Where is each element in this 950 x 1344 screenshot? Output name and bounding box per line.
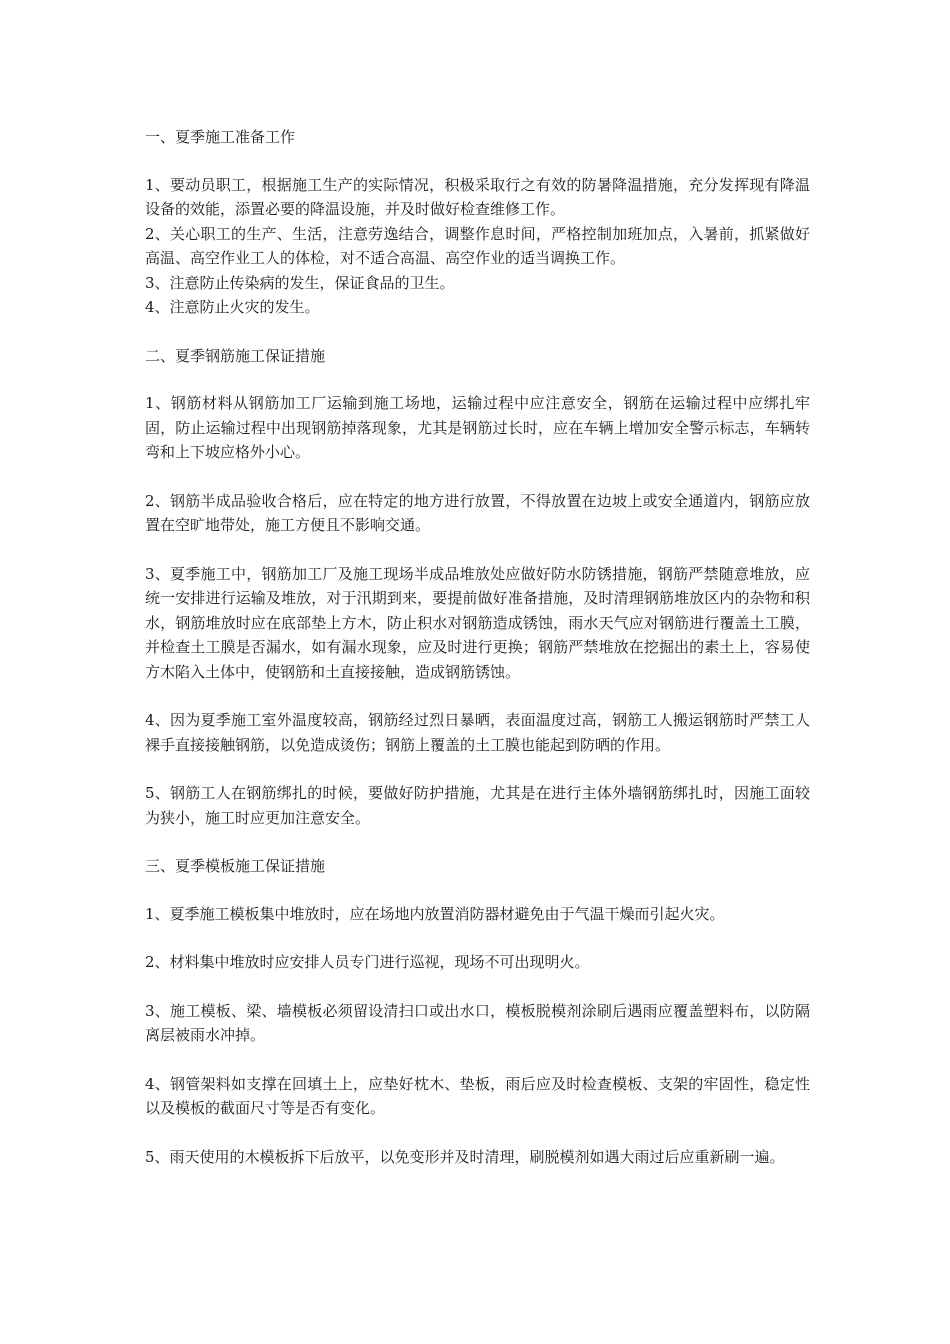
- section2-item-3: 3、夏季施工中，钢筋加工厂及施工现场半成品堆放处应做好防水防锈措施，钢筋严禁随意堆放，应统一安排进行运输及堆放，对于汛期到来，要提前做好准备措施，及时清理钢筋堆放区内的杂物和积水，钢筋堆放时应在底部垫上方木，防止积水对钢筋造成锈蚀，雨水天气应对钢筋进行覆盖土工膜，并检查土工膜是否漏水，如有漏水现象，应及时进行更换；钢筋严禁堆放在挖掘出的素土上，容易使方木陷入土体中，使钢筋和土直接接触，造成钢筋锈蚀。: [145, 564, 810, 681]
- section1-item-4: 4、注意防止火灾的发生。: [145, 298, 320, 316]
- section1-item-2: 2、关心职工的生产、生活，注意劳逸结合，调整作息时间，严格控制加班加点，入暑前，抓紧做好高温、高空作业工人的体检，对不适合高温、高空作业的适当调换工作。: [145, 224, 810, 267]
- section2-item-5: 5、钢筋工人在钢筋绑扎的时候，要做好防护措施，尤其是在进行主体外墙钢筋绑扎时，因施工面较为狭小，施工时应更加注意安全。: [145, 784, 810, 827]
- section2-item-1: 1、钢筋材料从钢筋加工厂运输到施工场地，运输过程中应注意安全，钢筋在运输过程中应绑扎牢固，防止运输过程中出现钢筋掉落现象，尤其是钢筋过长时，应在车辆上增加安全警示标志，车辆转弯和上下坡应格外小心。: [145, 394, 810, 461]
- section-heading-1: 一、夏季施工准备工作: [145, 128, 296, 146]
- section3-item-5: 5、雨天使用的木模板拆下后放平，以免变形并及时清理，刷脱模剂如遇大雨过后应重新刷一遍。: [145, 1147, 785, 1166]
- section2-item-2: 2、钢筋半成品验收合格后，应在特定的地方进行放置，不得放置在边坡上或安全通道内，钢筋应放置在空旷地带处，施工方便且不影响交通。: [145, 491, 810, 534]
- section3-item-2: 2、材料集中堆放时应安排人员专门进行巡视，现场不可出现明火。: [145, 953, 590, 971]
- section1-item-3: 3、注意防止传染病的发生，保证食品的卫生。: [145, 273, 455, 292]
- section3-item-3: 3、施工模板、梁、墙模板必须留设清扫口或出水口，模板脱模剂涂刷后遇雨应覆盖塑料布，以防隔离层被雨水冲掉。: [145, 1001, 810, 1044]
- section-heading-2: 二、夏季钢筋施工保证措施: [145, 346, 326, 365]
- document-body: [145, 125, 810, 1169]
- section3-item-4: 4、钢管架料如支撑在回填土上，应垫好枕木、垫板，雨后应及时检查模板、支架的牢固性，稳定性以及模板的截面尺寸等是否有变化。: [145, 1074, 810, 1117]
- section3-item-1: 1、夏季施工模板集中堆放时，应在场地内放置消防器材避免由于气温干燥而引起火灾。: [145, 904, 725, 923]
- section2-item-4: 4、因为夏季施工室外温度较高，钢筋经过烈日暴晒，表面温度过高，钢筋工人搬运钢筋时严禁工人裸手直接接触钢筋，以免造成烫伤；钢筋上覆盖的土工膜也能起到防晒的作用。: [145, 711, 810, 754]
- section1-item-1: 1、要动员职工，根据施工生产的实际情况，积极采取行之有效的防暑降温措施，充分发挥现有降温设备的效能，添置必要的降温设施，并及时做好检查维修工作。: [145, 175, 810, 218]
- section-heading-3: 三、夏季模板施工保证措施: [145, 857, 326, 875]
